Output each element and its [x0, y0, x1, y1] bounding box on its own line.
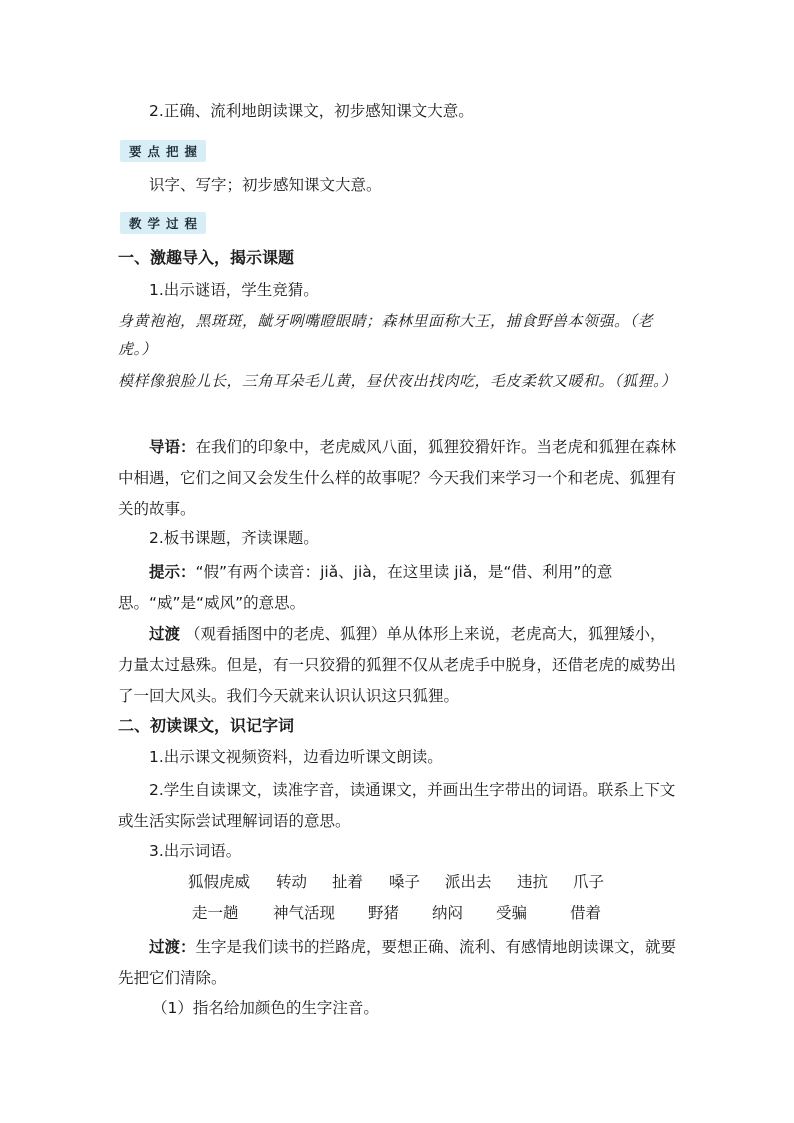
word-item: 违抗	[517, 873, 549, 891]
tip-text: “假”有两个读音：jiǎ、jià，在这里读 jiǎ，是“借、利用”的意思。“威”是“威风”的意思。	[118, 563, 613, 612]
sub-item-1: （1）指名给加颜色的生字注音。	[152, 999, 379, 1017]
word-item: 派出去	[445, 873, 492, 891]
transition2-label: 过渡：	[149, 938, 196, 956]
riddle-2: 模样像狼脸儿长，三角耳朵毛儿黄，昼伏夜出找肉吃，毛皮柔软又暖和。（狐狸。）	[118, 372, 677, 390]
teaching-goal-2: 2.正确、流利地朗读课文，初步感知课文大意。	[149, 102, 474, 120]
word-item: 狐假虎威	[188, 873, 251, 891]
transition1-text: （观看插图中的老虎、狐狸）单从体形上来说，老虎高大，狐狸矮小，力量太过悬殊。但是，有一只狡猾的狐狸不仅从老虎手中脱身，还借老虎的威势出了一回大风头。我们今天就来认识认识这只狐狸。	[118, 625, 677, 705]
transition1-label: 过渡	[149, 625, 181, 643]
word-item: 借着	[570, 904, 602, 922]
riddle-1: 身黄袍袍，黑斑斑，龇牙咧嘴瞪眼睛；森林里面称大王，捕食野兽本领强。（老虎。）	[118, 312, 654, 358]
tip-paragraph	[118, 557, 678, 619]
section2-item-1: 1.出示课文视频资料，边看边听课文朗读。	[149, 748, 443, 766]
word-item: 受骗	[496, 904, 528, 922]
word-item: 转动	[276, 873, 308, 891]
key-points-badge: 要点把握	[120, 140, 206, 162]
word-item: 野猪	[368, 904, 400, 922]
teaching-process-badge: 教学过程	[120, 212, 206, 234]
section-heading-2: 二、初读课文，识记字词	[118, 716, 295, 735]
key-points-text: 识字、写字；初步感知课文大意。	[149, 176, 382, 194]
word-item: 爪子	[573, 873, 605, 891]
section-heading-1: 一、激趣导入，揭示课题	[118, 248, 295, 267]
section1-item-1: 1.出示谜语，学生竞猜。	[149, 281, 319, 299]
intro-paragraph	[118, 432, 678, 525]
word-item: 走一趟	[192, 904, 239, 922]
word-item: 嗓子	[389, 873, 421, 891]
word-item: 神气活现	[273, 904, 336, 922]
section2-item-3: 3.出示词语。	[149, 842, 242, 860]
intro-text: 在我们的印象中，老虎威风八面，狐狸狡猾奸诈。当老虎和狐狸在森林中相遇，它们之间又会发生什么样的故事呢？今天我们来学习一个和老虎、狐狸有关的故事。	[118, 438, 677, 518]
transition2-text: 生字是我们读书的拦路虎，要想正确、流利、有感情地朗读课文，就要先把它们清除。	[118, 938, 677, 987]
intro-label: 导语：	[149, 438, 196, 456]
word-item: 纳闷	[432, 904, 464, 922]
section2-item-2: 2.学生自读课文，读准字音，读通课文，并画出生字带出的词语。联系上下文或生活实际尝试理解词语的意思。	[118, 781, 676, 830]
word-item: 扯着	[332, 873, 364, 891]
section1-item-2: 2.板书课题，齐读课题。	[149, 529, 319, 547]
transition-paragraph-1	[118, 619, 678, 712]
transition-paragraph-2	[118, 932, 678, 994]
tip-label: 提示：	[149, 563, 196, 581]
